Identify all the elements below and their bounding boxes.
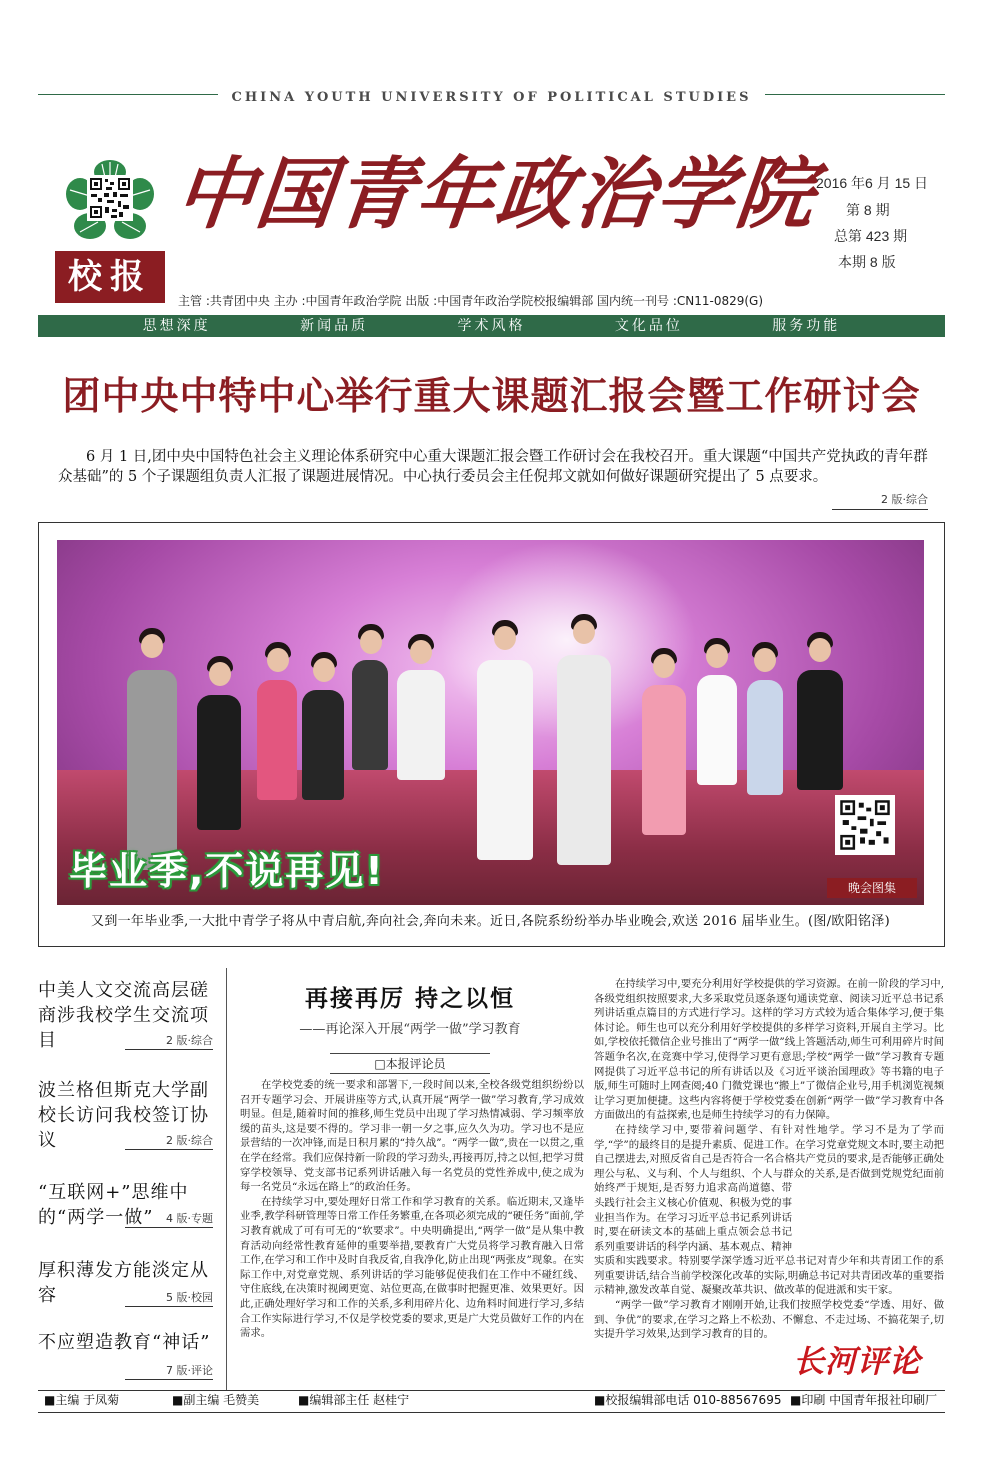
side-story-ref[interactable]: 2 版·综合 bbox=[125, 1032, 213, 1050]
side-story-ref[interactable]: 7 版·评论 bbox=[125, 1362, 213, 1380]
column-logo: 长河评论 bbox=[793, 1344, 921, 1380]
total-issue-number: 总第 423 期 bbox=[834, 228, 908, 244]
issue-date: 2016 年6 月 15 日 bbox=[816, 175, 929, 191]
side-story-title: 波兰格但斯克大学副校长访问我校签订协议 bbox=[38, 1080, 209, 1151]
motto-item: 文化品位 bbox=[614, 318, 683, 334]
editorial-title[interactable]: 再接再厉 持之以恒 bbox=[304, 986, 515, 1012]
photo-overlay-slogan: 毕业季,不说再见! bbox=[69, 849, 385, 893]
side-story[interactable] bbox=[38, 1180, 213, 1235]
side-story[interactable] bbox=[38, 1078, 213, 1153]
side-story-title: 厚积薄发方能淡定从容 bbox=[38, 1260, 209, 1306]
footer-deputy-editor: ■副主编 毛赞美 bbox=[172, 1393, 260, 1407]
side-story-ref[interactable]: 4 版·专题 bbox=[125, 1210, 213, 1228]
editorial-byline: □本报评论员 bbox=[330, 1053, 490, 1074]
footer-office-director: ■编辑部主任 赵桂宁 bbox=[298, 1393, 410, 1407]
side-story[interactable] bbox=[38, 978, 213, 1053]
side-story-title: “互联网+”思维中的“两学一做” bbox=[38, 1182, 189, 1228]
graduation-photo[interactable] bbox=[57, 540, 924, 905]
lead-page-ref[interactable]: 2 版·综合 bbox=[832, 491, 928, 510]
side-story[interactable] bbox=[38, 1330, 213, 1385]
publisher-info: 主管 :共青团中央 主办 :中国青年政治学院 出版 :中国青年政治学院校报编辑部 国内统一刊号 :CN11-0829(G) bbox=[178, 294, 764, 308]
editorial-paragraph: 在持续学习中,要处理好日常工作和学习教育的关系。临近期末,又逢毕业季,教学科研管理等日常工作任务繁重,在各项必须完成的“硬任务”面前,学习教育就成了可有可无的“软要求”。中央明确提出,“两学一做”是从集中教育活动向经常性教育延伸的重要举措,要教育广大党员将学习教育融入日常工作,在学习和工作中及时自我反省,自我净化,防止出现“两张皮”现象。在实际工作中,对党章党规、系列讲话的学习能够促使我们在工作中不碰红线、守住底线,在决策时视阈更宽、站位更高,在做事时把握更准、效果更好。因此,正确处理好学习和工作的关系,多利用碎片化、边角料时间进行学习,多结合工作实际进行学习,不仅是学校党委的要求,更是广大党员做好工作的内在需求。 bbox=[240, 1195, 584, 1340]
photo-gallery-tag[interactable]: 晚会图集 bbox=[827, 878, 917, 898]
editorial-body-left bbox=[240, 1078, 584, 1386]
side-story-ref[interactable]: 2 版·综合 bbox=[125, 1132, 213, 1150]
side-story-ref[interactable]: 5 版·校园 bbox=[125, 1289, 213, 1307]
motto-item: 学术风格 bbox=[457, 318, 526, 334]
school-name-calligraphy: 中国青年政治学院 bbox=[171, 149, 821, 240]
editorial-body-right bbox=[594, 977, 944, 1381]
footer-bottom-rule bbox=[38, 1412, 945, 1413]
footer-chief-editor: ■主编 于凤菊 bbox=[44, 1393, 120, 1407]
motto-item: 新闻品质 bbox=[300, 318, 369, 334]
photo-caption: 又到一年毕业季,一大批中青学子将从中青启航,奔向社会,奔向未来。近日,各院系纷纷举办毕业晚会,欢送 2016 届毕业生。(图/欧阳铭泽) bbox=[91, 914, 890, 929]
page-count: 本期 8 版 bbox=[838, 254, 896, 270]
editorial-subtitle: ——再论深入开展“两学一做”学习教育 bbox=[299, 1022, 521, 1037]
footer-phone: ■校报编辑部电话 010-88567695 bbox=[594, 1393, 782, 1407]
footer-printer: ■印刷 中国青年报社印刷厂 bbox=[790, 1393, 938, 1407]
lead-headline[interactable]: 团中央中特中心举行重大课题汇报会暨工作研讨会 bbox=[62, 374, 921, 418]
qr-code[interactable] bbox=[87, 175, 133, 221]
issue-number: 第 8 期 bbox=[846, 202, 890, 218]
motto-item: 服务功能 bbox=[772, 318, 841, 334]
lead-summary: 6 月 1 日,团中央中国特色社会主义理论体系研究中心重大课题汇报会暨工作研讨会在我校召开。重大课题“中国共产党执政的青年群众基础”的 5 个子课题组负责人汇报了课题进展情况。中心执行委员会主任倪邦文就如何做好课题研究提出了 5 点要求。 bbox=[58, 449, 928, 485]
editorial-paragraph: “两学一做”学习教育才刚刚开始,让我们按照学校党委“学透、用好、做到、争优”的要求,在学习之路上不松劲、不懈怠、不走过场、不搞花架子,切实提升学习效果,达到学习教育的目的。 bbox=[594, 1299, 944, 1341]
paper-label: 校报 bbox=[55, 251, 165, 303]
side-story-title: 中美人文交流高层磋商涉我校学生交流项目 bbox=[38, 980, 209, 1051]
side-story-title: 不应塑造教育“神话” bbox=[38, 1332, 211, 1353]
motto-bar bbox=[38, 315, 945, 337]
motto-item: 思想深度 bbox=[142, 318, 211, 334]
editorial-paragraph: 在持续学习中,要带着问题学、有针对性地学。学习不是为了学而学,“学”的最终目的是提升素质、促进工作。在学习党章党规文本时,要主动把自己摆进去,对照反省自己是否符合一名合格共产党员的要求,是否能够正确处理公与私、义与利、个人与组织、个人与群众的关系,是否做到党规党纪面前始终严于规矩,是否努力追求高尚道德、带头践行社会主义核心价值观、积极为党的事业担当作为。在学习习近平总书记系列讲话时,要在研读文本的基础上重点领会总书记系列重要讲话的科学内涵、基本观点、精神实质和实践要求。特别要学深学透习近平总书记对青少年和共青团工作的系列重要讲话,结合当前学校深化改革的实际,明确总书记对共青团改革的重要指示精神,激发改革自觉、凝聚改革共识、做改革的促进派和实干家。 bbox=[594, 1123, 944, 1297]
side-story[interactable] bbox=[38, 1258, 213, 1313]
column-divider bbox=[226, 968, 227, 1390]
english-name: CHINA YOUTH UNIVERSITY OF POLITICAL STUDIES bbox=[38, 86, 945, 105]
editorial-paragraph: 在持续学习中,要充分利用好学校提供的学习资源。在前一阶段的学习中,各级党组织按照要求,大多采取党员逐条逐句通读党章、阅读习近平总书记系列讲话重点篇目的方式进行学习。这样的学习方式较为适合集体学习,便于集体讨论。师生也可以充分利用好学校提供的多样学习资料,开展自主学习。比如,学校依托微信企业号推出了“两学一做”线上答题活动,师生可利用碎片时间答题争名次,在竞赛中学习,使得学习更有意思;学校“两学一做”学习教育专题网提供了习近平总书记的所有讲话以及《习近平谈治国理政》等书籍的电子版,师生可随时上网查阅;40 门微党课也“搬上”了微信企业号,用手机浏览视频让学习更加便捷。这些内容将便于学校党委在创新“两学一做”学习教育中各方面做出的有益探索,也是师生持续学习的有力保障。 bbox=[594, 978, 944, 1122]
editorial-paragraph: 在学校党委的统一要求和部署下,一段时间以来,全校各级党组织纷纷以召开专题学习会、开展讲座等方式,认真开展“两学一做”学习教育,学习成效明显。但是,随着时间的推移,师生党员中出现了学习热情减弱、学习频率放缓的苗头,这是要不得的。学习非一朝一夕之事,应久久为功。学习也不是应景营结的一次冲锋,而是日积月累的“持久战”。“两学一做”,贵在一以贯之,重在学在经常。我们应保持新一阶段的学习劲头,再接再厉,持之以恒,把学习贯穿学校领导、党支部书记系列讲话融入每一名党员的党性养成中,使之成为每一名党员“永远在路上”的政治任务。 bbox=[240, 1079, 584, 1194]
photo-qr-code[interactable] bbox=[835, 795, 895, 855]
